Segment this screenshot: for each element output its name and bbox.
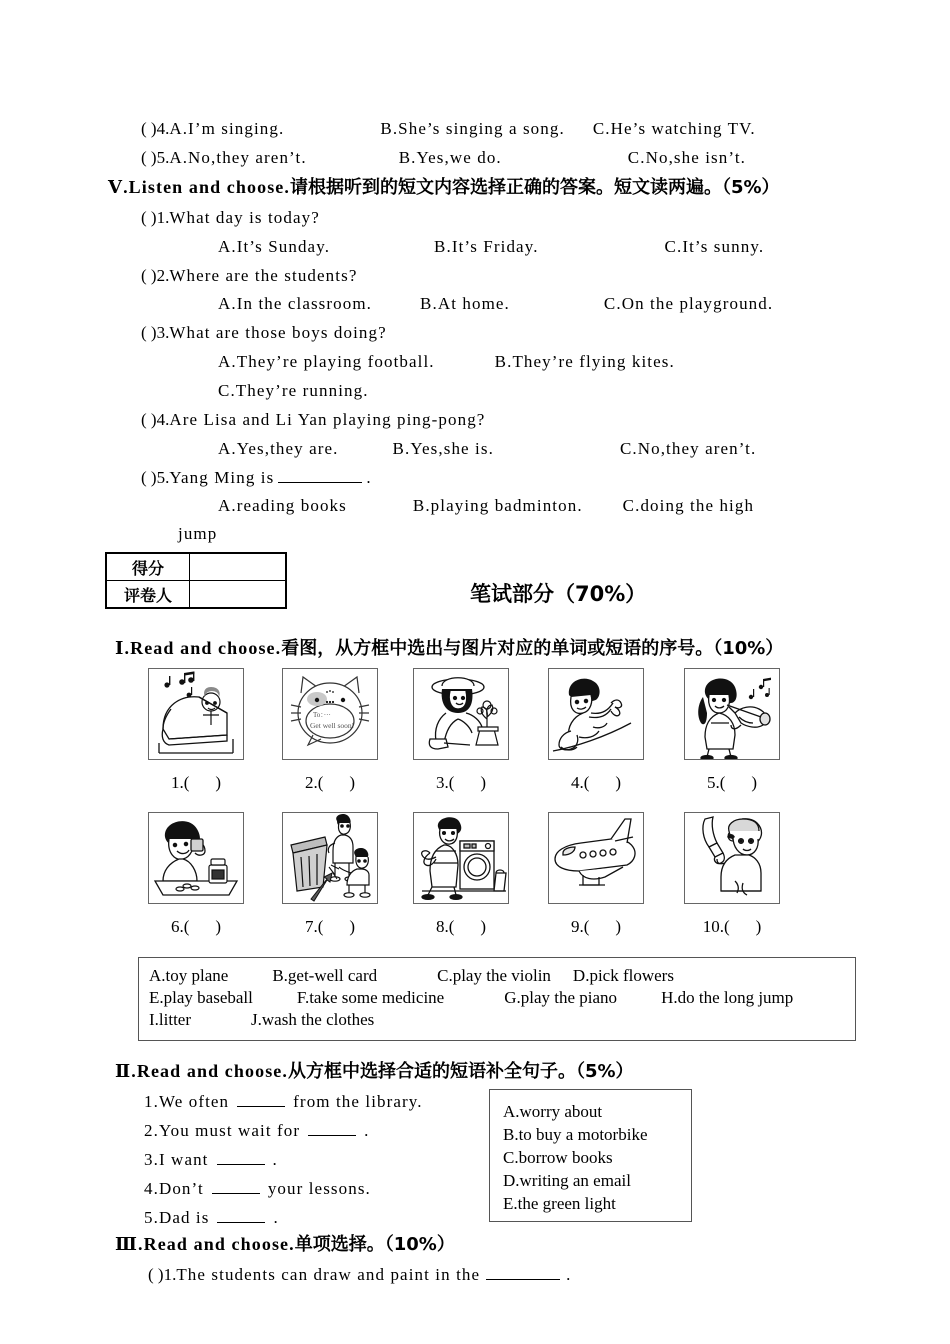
picture-number: 1.( [170, 773, 190, 792]
section-i-heading-en: Ⅰ.Read and choose. [115, 638, 282, 658]
picture-item-1 [148, 668, 244, 793]
section-v-q3-options [218, 353, 675, 370]
question-text: What are those boys doing? [169, 323, 387, 342]
question-text: Yang Ming is [169, 468, 275, 487]
section-i-heading-cn: 看图，从方框中选出与图片对应的单词或短语的序号。（10%） [281, 638, 784, 659]
picture-frame [684, 668, 780, 760]
phrase-option-a: A.worry about [503, 1102, 603, 1121]
phrase-option-e: E.the green light [503, 1194, 616, 1213]
section-v-q2-stem [141, 267, 357, 284]
section-iii-heading-en: Ⅲ.Read and choose. [115, 1234, 295, 1254]
picture-answer-9[interactable] [548, 917, 644, 937]
fill-blank[interactable] [308, 1121, 356, 1136]
phrase-option-c: C.borrow books [503, 1148, 613, 1167]
option-b: B.It’s Friday. [434, 237, 539, 256]
word-bank-box [138, 957, 856, 1041]
answer-bracket[interactable]: ( )4. [141, 119, 170, 138]
picture-frame [413, 668, 509, 760]
card-to-text: To：··· [313, 711, 331, 719]
picture-item-5 [684, 668, 780, 793]
option-c: C.No,she isn’t. [627, 148, 746, 167]
section-v-q3-stem [141, 324, 387, 341]
option-a: A.I’m singing. [169, 119, 285, 138]
section-iii-q1 [148, 1265, 572, 1283]
picture-answer-4[interactable] [548, 773, 644, 793]
picture-number: 8.( [435, 917, 455, 936]
fill-blank[interactable] [486, 1265, 560, 1280]
picture-number: 6.( [170, 917, 190, 936]
picture-answer-2[interactable] [282, 773, 378, 793]
answer-bracket[interactable]: ( )1. [141, 208, 170, 227]
option-c: C.He’s watching TV. [592, 119, 756, 138]
violin-icon [685, 669, 779, 759]
answer-bracket[interactable]: ( )3. [141, 323, 170, 342]
picture-answer-6[interactable] [148, 917, 244, 937]
word-option-h: H.do the long jump [661, 988, 794, 1007]
option-b: B.Yes,she is. [392, 439, 494, 458]
picture-frame [413, 812, 509, 904]
sentence-start: 3.I want [144, 1150, 209, 1169]
section-iii-heading [115, 1235, 455, 1254]
section-v-q4-options [218, 440, 756, 457]
sentence-end: your lessons. [267, 1179, 371, 1198]
sentence-start: 5.Dad is [144, 1208, 210, 1227]
option-a: A.It’s Sunday. [218, 237, 331, 256]
picture-paren-close: ) [480, 773, 487, 792]
option-c: C.doing the high [622, 496, 755, 515]
picture-number: 4.( [570, 773, 590, 792]
section-ii-item-3 [144, 1150, 278, 1168]
picture-frame [684, 812, 780, 904]
picture-paren-close: ) [215, 773, 222, 792]
grader-value-cell[interactable] [190, 581, 287, 609]
section-v-q1-options [218, 238, 764, 255]
sentence-end: . [273, 1208, 279, 1227]
picture-frame [148, 812, 244, 904]
word-bank-line-2 [149, 987, 855, 1009]
question-text: The students can draw and paint in the [176, 1265, 481, 1284]
fill-blank[interactable] [217, 1150, 265, 1165]
section-v-q3-option-c [218, 382, 369, 399]
piano-icon [149, 669, 243, 759]
section-v-heading [108, 178, 780, 197]
section-v-q4-stem [141, 411, 485, 428]
sentence-start: 2.You must wait for [144, 1121, 301, 1140]
section-v-q5-option-c-wrap [178, 525, 217, 542]
question-text: Are Lisa and Li Yan playing ping-pong? [169, 410, 486, 429]
sentence-end: . [364, 1121, 370, 1140]
fill-blank[interactable] [217, 1208, 265, 1223]
answer-bracket[interactable]: ( )2. [141, 266, 170, 285]
word-option-f: F.take some medicine [296, 988, 445, 1007]
section-v-q5-stem [141, 468, 372, 486]
word-option-g: G.play the piano [504, 988, 618, 1007]
picture-frame [548, 668, 644, 760]
option-b: B.At home. [420, 294, 510, 313]
section-i-heading [115, 639, 783, 658]
answer-bracket[interactable]: ( )1. [148, 1265, 177, 1284]
picture-number: 9.( [570, 917, 590, 936]
word-option-j: J.wash the clothes [251, 1010, 375, 1029]
picture-number: 3.( [435, 773, 455, 792]
wash-clothes-icon [414, 813, 508, 903]
section-iii-heading-cn: 单项选择。（10%） [294, 1234, 455, 1255]
sentence-end: . [272, 1150, 278, 1169]
sentence-end: from the library. [293, 1092, 423, 1111]
score-label: 得分 [106, 553, 190, 581]
word-option-e: E.play baseball [149, 988, 253, 1007]
picture-item-8 [413, 812, 509, 937]
score-table [105, 552, 287, 609]
fill-blank[interactable] [212, 1179, 260, 1194]
section-ii-heading-en: Ⅱ.Read and choose. [115, 1061, 288, 1081]
picture-frame [148, 668, 244, 760]
pick-flowers-icon [414, 669, 508, 759]
picture-frame [282, 668, 378, 760]
word-option-c: C.play the violin [437, 966, 551, 985]
picture-answer-7[interactable] [282, 917, 378, 937]
written-part-heading: 笔试部分（70%） [470, 582, 647, 606]
option-b: B.She’s singing a song. [380, 119, 565, 138]
section-v-heading-cn: 请根据听到的短文内容选择正确的答案。短文读两遍。（5%） [290, 177, 780, 198]
baseball-icon [685, 813, 779, 903]
picture-answer-1[interactable] [148, 773, 244, 793]
word-option-b: B.get-well card [272, 966, 378, 985]
picture-paren-close: ) [615, 917, 622, 936]
long-jump-icon [549, 669, 643, 759]
section-ii-item-4 [144, 1179, 371, 1197]
picture-paren-close: ) [615, 773, 622, 792]
answer-bracket[interactable]: ( )5. [141, 148, 170, 167]
fill-blank[interactable] [237, 1092, 285, 1107]
question-text: Where are the students? [169, 266, 358, 285]
grader-label: 评卷人 [106, 581, 190, 609]
picture-paren-close: ) [215, 917, 222, 936]
word-option-a: A.toy plane [149, 966, 229, 985]
litter-icon [283, 813, 377, 903]
option-c: C.On the playground. [603, 294, 774, 313]
picture-answer-10[interactable] [684, 917, 780, 937]
option-a: A.In the classroom. [218, 294, 373, 313]
picture-answer-8[interactable] [413, 917, 509, 937]
question-text-end: . [566, 1265, 572, 1284]
toy-plane-icon [549, 813, 643, 903]
option-a: A.reading books [218, 496, 347, 515]
option-a: A.They’re playing football. [218, 352, 435, 371]
option-c: C.No,they aren’t. [619, 439, 757, 458]
picture-item-6 [148, 812, 244, 937]
listen-q4-row [141, 120, 756, 137]
option-b: B.Yes,we do. [398, 148, 502, 167]
section-ii-heading [115, 1062, 634, 1081]
picture-paren-close: ) [349, 773, 356, 792]
picture-item-3 [413, 668, 509, 793]
picture-number: 7.( [304, 917, 324, 936]
section-ii-item-1 [144, 1092, 423, 1110]
get-well-card-icon [283, 669, 377, 759]
answer-bracket[interactable]: ( )4. [141, 410, 170, 429]
phrase-option-d: D.writing an email [503, 1171, 631, 1190]
phrase-option-b: B.to buy a motorbike [503, 1125, 648, 1144]
phrase-bank-box [489, 1089, 692, 1222]
score-value-cell[interactable] [190, 553, 287, 581]
picture-paren-close: ) [751, 773, 758, 792]
picture-answer-5[interactable] [684, 773, 780, 793]
picture-frame [548, 812, 644, 904]
picture-item-4 [548, 668, 644, 793]
option-b: B.playing badminton. [412, 496, 583, 515]
option-c-continued: jump [178, 524, 218, 543]
question-text: What day is today? [169, 208, 320, 227]
picture-frame [282, 812, 378, 904]
section-v-q5-options [218, 497, 754, 514]
picture-number: 5.( [706, 773, 726, 792]
picture-item-7 [282, 812, 378, 937]
section-ii-item-5 [144, 1208, 279, 1226]
option-a: A.No,they aren’t. [169, 148, 307, 167]
picture-paren-close: ) [755, 917, 762, 936]
picture-item-10 [684, 812, 780, 937]
question-text-end: . [366, 468, 372, 487]
word-bank-line-1 [149, 965, 855, 987]
medicine-icon [149, 813, 243, 903]
sentence-start: 4.Don’t [144, 1179, 204, 1198]
picture-item-2 [282, 668, 378, 793]
section-v-heading-en: Ⅴ.Listen and choose. [108, 177, 290, 197]
picture-paren-close: ) [349, 917, 356, 936]
section-ii-item-2 [144, 1121, 370, 1139]
answer-bracket[interactable]: ( )5. [141, 468, 170, 487]
word-bank-line-3 [149, 1009, 855, 1031]
table-row [106, 581, 286, 609]
option-b: B.They’re flying kites. [494, 352, 675, 371]
section-ii-heading-cn: 从方框中选择合适的短语补全句子。（5%） [288, 1061, 634, 1082]
option-a: A.Yes,they are. [218, 439, 339, 458]
option-c: C.They’re running. [218, 381, 369, 400]
sentence-start: 1.We often [144, 1092, 230, 1111]
word-option-d: D.pick flowers [572, 966, 674, 985]
picture-number: 10.( [702, 917, 730, 936]
card-message-text: Get well soon! [310, 721, 355, 730]
option-c: C.It’s sunny. [664, 237, 765, 256]
table-row [106, 553, 286, 581]
fill-blank[interactable] [278, 468, 362, 483]
picture-item-9 [548, 812, 644, 937]
listen-q5-row [141, 149, 746, 166]
section-v-q1-stem [141, 209, 320, 226]
section-v-q2-options [218, 295, 773, 312]
picture-answer-3[interactable] [413, 773, 509, 793]
picture-paren-close: ) [480, 917, 487, 936]
word-option-i: I.litter [149, 1010, 192, 1029]
picture-number: 2.( [304, 773, 324, 792]
